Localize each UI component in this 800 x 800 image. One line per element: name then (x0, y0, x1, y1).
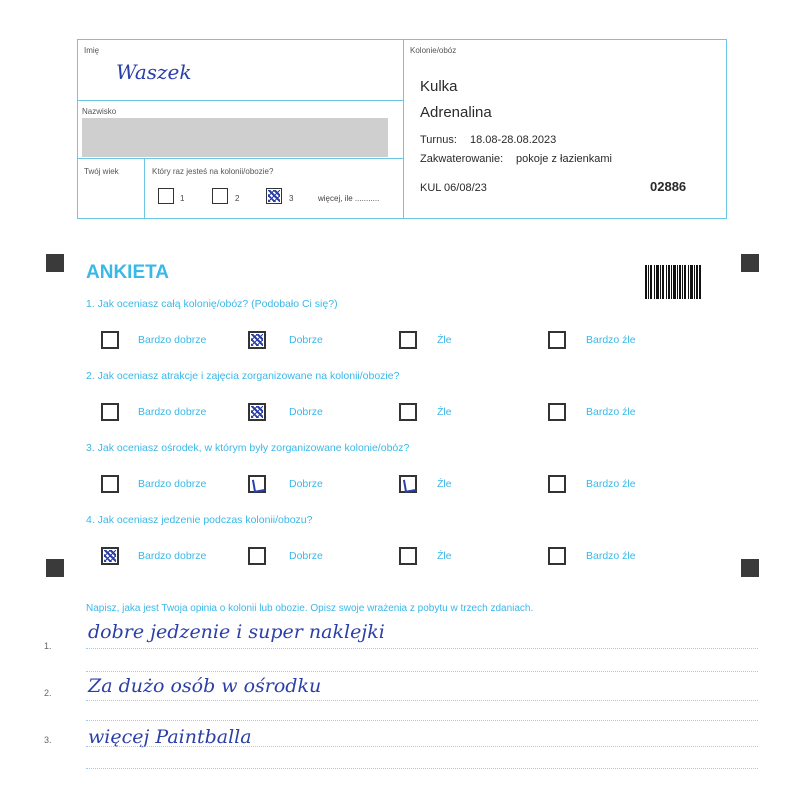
times-option-label: 1 (180, 194, 185, 203)
times-option-1-checkbox[interactable] (158, 188, 174, 204)
q3-bardzo-dobrze-checkbox[interactable] (101, 475, 119, 493)
q4-bardzo-dobrze-checkbox[interactable] (101, 547, 119, 565)
q4-zle-checkbox[interactable] (399, 547, 417, 565)
accommodation-label: Zakwaterowanie: (420, 153, 504, 165)
option-label: Bardzo dobrze (138, 478, 207, 490)
option-label: Dobrze (289, 478, 323, 490)
answer-3-field[interactable]: więcej Paintballa (88, 726, 252, 748)
answer-line (86, 671, 758, 672)
surname-label: Nazwisko (82, 107, 117, 116)
question-1: 1. Jak oceniasz całą kolonię/obóz? (Podobało Ci się?) (86, 298, 338, 310)
answer-line (86, 746, 758, 747)
option-label: Bardzo źle (586, 478, 636, 490)
name-field[interactable]: Waszek (116, 60, 192, 84)
option-label: Dobrze (289, 334, 323, 346)
turnus-value: 18.08-28.08.2023 (470, 134, 557, 146)
name-label: Imię (84, 46, 100, 55)
q3-bardzo-zle-checkbox[interactable] (548, 475, 566, 493)
open-question-prompt: Napisz, jaka jest Twoja opinia o kolonii lub obozie. Opisz swoje wrażenia z pobytu w trzech zdaniach. (86, 603, 534, 614)
redacted-surname (82, 118, 388, 157)
times-option-label: 2 (235, 194, 240, 203)
option-label: Źle (437, 550, 452, 562)
option-label: Dobrze (289, 406, 323, 418)
times-option-3-checkbox[interactable] (266, 188, 282, 204)
answer-line (86, 648, 758, 649)
question-3: 3. Jak oceniasz ośrodek, w którym były zorganizowane kolonie/obóz? (86, 442, 410, 454)
camp-code: KUL 06/08/23 (420, 182, 487, 194)
answer-line (86, 700, 758, 701)
answer-number: 1. (44, 641, 52, 651)
camp-label: Kolonie/obóz (410, 46, 457, 55)
option-label: Bardzo źle (586, 334, 636, 346)
answer-1-field[interactable]: dobre jedzenie i super naklejki (88, 621, 385, 643)
q3-dobrze-checkbox[interactable] (248, 475, 266, 493)
barcode-icon (645, 265, 701, 299)
registration-mark (741, 559, 759, 577)
q3-zle-checkbox[interactable] (399, 475, 417, 493)
q4-bardzo-zle-checkbox[interactable] (548, 547, 566, 565)
option-label: Źle (437, 478, 452, 490)
answer-number: 2. (44, 688, 52, 698)
q2-bardzo-dobrze-checkbox[interactable] (101, 403, 119, 421)
question-4: 4. Jak oceniasz jedzenie podczas kolonii/obozu? (86, 514, 313, 526)
answer-2-field[interactable]: Za dużo osób w ośrodku (88, 675, 322, 697)
option-label: Bardzo dobrze (138, 334, 207, 346)
option-label: Źle (437, 334, 452, 346)
accommodation-value: pokoje z łazienkami (516, 153, 612, 165)
times-option-2-checkbox[interactable] (212, 188, 228, 204)
camp-program: Adrenalina (420, 104, 492, 121)
header-form (77, 39, 727, 219)
turnus-label: Turnus: (420, 134, 457, 146)
question-2: 2. Jak oceniasz atrakcje i zajęcia zorganizowane na kolonii/obozie? (86, 370, 400, 382)
q2-bardzo-zle-checkbox[interactable] (548, 403, 566, 421)
registration-mark (46, 254, 64, 272)
times-option-label: 3 (289, 194, 294, 203)
answer-number: 3. (44, 735, 52, 745)
option-label: Bardzo źle (586, 550, 636, 562)
times-label: Który raz jesteś na kolonii/obozie? (152, 167, 274, 176)
survey-title: ANKIETA (86, 262, 170, 283)
option-label: Bardzo dobrze (138, 406, 207, 418)
q2-dobrze-checkbox[interactable] (248, 403, 266, 421)
answer-line (86, 720, 758, 721)
age-label: Twój wiek (84, 167, 119, 176)
form-divider (78, 158, 403, 159)
q4-dobrze-checkbox[interactable] (248, 547, 266, 565)
option-label: Dobrze (289, 550, 323, 562)
form-number: 02886 (650, 179, 687, 194)
registration-mark (741, 254, 759, 272)
form-divider (144, 158, 145, 218)
answer-line (86, 768, 758, 769)
option-label: Bardzo dobrze (138, 550, 207, 562)
option-label: Bardzo źle (586, 406, 636, 418)
form-divider (403, 40, 404, 218)
q1-bardzo-dobrze-checkbox[interactable] (101, 331, 119, 349)
times-option-label: więcej, ile ........... (318, 194, 380, 203)
registration-mark (46, 559, 64, 577)
q1-zle-checkbox[interactable] (399, 331, 417, 349)
q2-zle-checkbox[interactable] (399, 403, 417, 421)
camp-name: Kulka (420, 78, 458, 95)
q1-dobrze-checkbox[interactable] (248, 331, 266, 349)
form-divider (78, 100, 403, 101)
q1-bardzo-zle-checkbox[interactable] (548, 331, 566, 349)
option-label: Źle (437, 406, 452, 418)
